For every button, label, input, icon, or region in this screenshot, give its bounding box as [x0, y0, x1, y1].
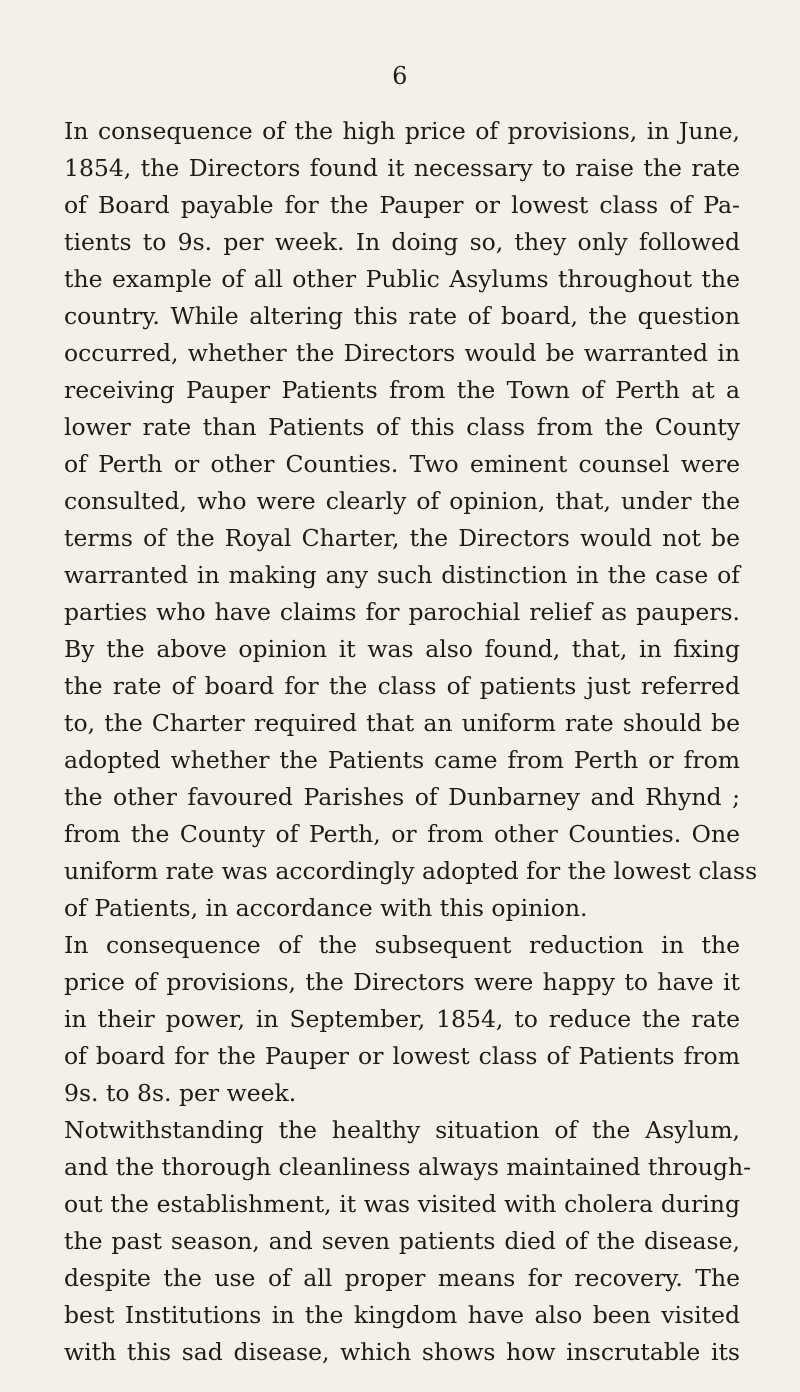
text-line: the example of all other Public Asylums throughout the [64, 265, 740, 293]
text-line: lower rate than Patients of this class from the County [64, 413, 740, 441]
text-line: of Board payable for the Pauper or lowest class of Pa- [64, 191, 740, 219]
text-line: warranted in making any such distinction in the case of [64, 561, 740, 589]
text-line: Notwithstanding the healthy situation of the Asylum, [64, 1116, 740, 1144]
text-line: consulted, who were clearly of opinion, that, under the [64, 487, 740, 515]
text-line: in their power, in September, 1854, to reduce the rate [64, 1005, 740, 1033]
text-line: uniform rate was accordingly adopted for the lowest class [64, 857, 758, 885]
text-line: the other favoured Parishes of Dunbarney and Rhynd ; [64, 783, 740, 811]
text-line: best Institutions in the kingdom have also been visited [64, 1301, 740, 1329]
text-line: In consequence of the subsequent reduction in the [64, 931, 740, 959]
text-line: parties who have claims for parochial relief as paupers. [64, 598, 740, 626]
text-line: 1854, the Directors found it necessary to raise the rate [64, 154, 740, 182]
text-line: of board for the Pauper or lowest class of Patients from [64, 1042, 740, 1070]
text-line: price of provisions, the Directors were happy to have it [64, 968, 740, 996]
text-line: In consequence of the high price of provisions, in June, [64, 117, 740, 145]
text-line: with this sad disease, which shows how inscrutable its [64, 1338, 740, 1366]
text-line: country. While altering this rate of board, the question [64, 302, 740, 330]
text-line: despite the use of all proper means for recovery. The [64, 1264, 740, 1292]
text-line: to, the Charter required that an uniform rate should be [64, 709, 740, 737]
text-line: the past season, and seven patients died of the disease, [64, 1227, 740, 1255]
text-line: from the County of Perth, or from other Counties. One [64, 820, 740, 848]
text-line: 9s. to 8s. per week. [64, 1079, 297, 1107]
text-line: the rate of board for the class of patients just referred [64, 672, 740, 700]
text-line: out the establishment, it was visited with cholera during [64, 1190, 740, 1218]
text-line: adopted whether the Patients came from Perth or from [64, 746, 740, 774]
text-line: of Patients, in accordance with this opinion. [64, 894, 588, 922]
text-line: of Perth or other Counties. Two eminent counsel were [64, 450, 740, 478]
text-line: receiving Pauper Patients from the Town of Perth at a [64, 376, 740, 404]
text-line: occurred, whether the Directors would be warranted in [64, 339, 740, 367]
text-line: terms of the Royal Charter, the Directors would not be [64, 524, 740, 552]
text-line: and the thorough cleanliness always maintained through- [64, 1153, 752, 1181]
text-line: tients to 9s. per week. In doing so, they only followed [64, 228, 740, 256]
page-number: 6 [392, 62, 408, 90]
text-line: By the above opinion it was also found, that, in fixing [64, 635, 740, 663]
